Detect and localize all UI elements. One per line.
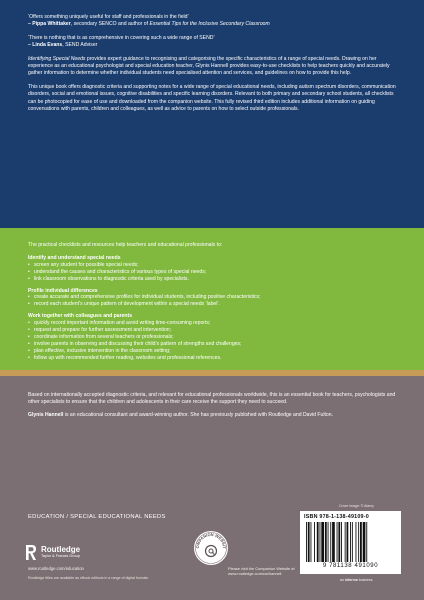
publisher-logo — [24, 544, 80, 561]
quote-1-attribution — [28, 21, 396, 28]
quote-2-author: – Linda Evans — [28, 42, 63, 49]
list-item: • plan effective, inclusive intervention in the classroom setting; — [28, 348, 396, 355]
business-brand: informa — [344, 578, 358, 582]
list-item: • request and prepare for further assessment and intervention; — [28, 327, 396, 334]
quote-1-text: ‘Offers something uniquely useful for staff and professionals in the field’ — [28, 14, 189, 20]
business-prefix: an — [340, 578, 345, 582]
companion-website-seal-icon — [193, 530, 229, 566]
companion-url: www.routledge.com/cw/hannell — [228, 571, 282, 576]
barcode-icon — [304, 522, 396, 562]
isbn-label: ISBN 978-1-138-49109-0 — [304, 514, 369, 520]
blurb-paragraph-1-text: provides expert guidance to recognising and categorising the specific characteristics of a range of special needs. Drawing on her experience as an educational psychologist and special education teacher, Glynis Hannell provides easy-to-use checklists to help teachers quickly and accurately gather information to determine whether individual students need specialised attention and services, and guidelines on how to provide this help. — [28, 55, 390, 77]
publisher-group: Taylor & Francis Group — [41, 554, 80, 558]
list-item: • record each student’s unique pattern of development within a special needs ‘label’. — [28, 301, 396, 308]
seal-label: OMPANION WEBSIT — [194, 531, 228, 549]
section-list — [28, 320, 396, 361]
subject-category: EDUCATION / SPECIAL EDUCATIONAL NEEDS — [28, 514, 166, 520]
barcode-digits: 9 781138 491090 — [322, 563, 379, 569]
publisher-url: www.routledge.com/education — [28, 566, 84, 571]
companion-website-note — [228, 566, 295, 576]
section-list — [28, 294, 396, 308]
author-bio-text: is an educational consultant and award-winning author. She has previously published with Routledge and David Fulton. — [63, 412, 333, 419]
quote-2-text: ‘There is nothing that is as comprehensive in covering such a wide range of SEND’ — [28, 34, 215, 41]
blurb-paragraph-2: This unique book offers diagnostic criteria and supporting notes for a wide range of special educational needs, including autism spectrum disorders, communication disorders, social and emotional issues, cognitive disabilities and specific learning disorders. Relevant to both primary and secondary school students, all checklists can be photocopied for ease of use and downloaded from the companion website. This fully revised third edition includes additional information on guiding conversations with parents, children and colleagues, as well as advice to parents on how to select outside professionals. — [28, 83, 396, 113]
section-heading: Identify and understand special needs — [28, 254, 121, 261]
list-item: • link classroom observations to diagnostic criteria used by specialists. — [28, 276, 396, 283]
companion-line-1: Please visit the Companion Website at — [228, 566, 295, 571]
checklist-panel — [0, 228, 424, 370]
quote-1-author: – Pippa Whittaker — [28, 21, 71, 28]
quote-2-attribution — [28, 42, 396, 49]
top-panel — [0, 0, 424, 228]
author-name: Glynis Hannell — [28, 412, 64, 419]
section-heading: Profile individual differences — [28, 287, 98, 294]
section-list — [28, 262, 396, 283]
publisher-name: Routledge — [41, 545, 81, 554]
list-item: • quickly record important information and avoid writing time-consuming reports; — [28, 320, 396, 327]
informa-business-note — [340, 578, 373, 582]
list-item: • coordinate information from several teachers or professionals; — [28, 334, 396, 341]
list-item: • create accurate and comprehensive profiles for individual students, including positive characteristics; — [28, 294, 396, 301]
routledge-r-icon — [24, 544, 37, 561]
ebook-note: Routledge titles are available as eBook editions in a range of digital formats — [28, 576, 148, 580]
checklist-intro: The practical checklists and resources help teachers and educational professionals to: — [28, 242, 223, 248]
list-item: • involve parents in observing and discussing their child’s pattern of strengths and challenges; — [28, 341, 396, 348]
book-title: Identifying Special Needs — [28, 55, 86, 62]
business-suffix: business — [357, 578, 373, 582]
list-item: • understand the causes and characteristics of various types of special needs; — [28, 269, 396, 276]
section-heading: Work together with colleagues and parents — [28, 313, 133, 320]
list-item: • follow up with recommended further reading, websites and professional references. — [28, 355, 396, 362]
barcode-panel — [300, 511, 401, 574]
blurb-paragraph-1 — [28, 56, 396, 78]
quote-2-role: , SEND Adviser — [62, 42, 98, 49]
quote-1-role: , secondary SENCO and author of — [70, 21, 150, 28]
cover-image-credit: Cover image: © Alamy — [339, 504, 374, 508]
author-bio — [28, 412, 396, 419]
closing-paragraph: Based on internationally accepted diagnostic criteria, and relevant for educational professionals worldwide, this is an essential book for teachers, psychologists and other specialists to ensure that the children and adolescents in their care receive the support they need to succeed. — [28, 392, 396, 406]
quote-1-book: Essential Tips for the Inclusive Secondary Classroom — [149, 21, 270, 28]
list-item: • screen any student for possible special needs; — [28, 262, 396, 269]
